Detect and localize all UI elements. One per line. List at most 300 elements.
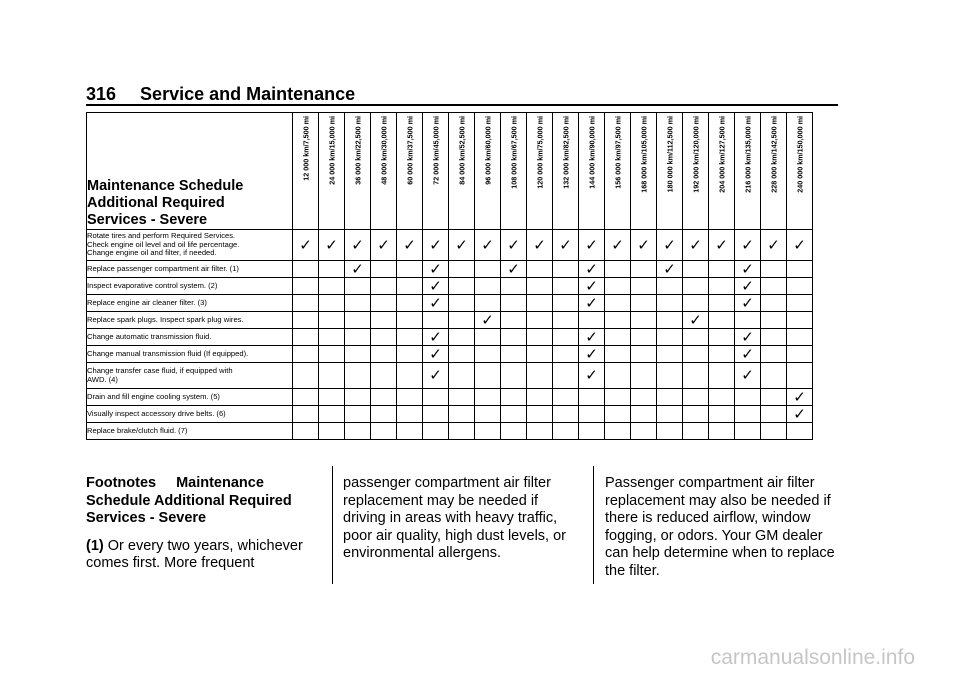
- interval-header: [319, 113, 345, 230]
- interval-cell: [475, 261, 501, 278]
- interval-cell: [345, 278, 371, 295]
- check-icon: ✓: [793, 236, 806, 254]
- interval-cell: [319, 406, 345, 423]
- footnotes-column-3: [605, 475, 840, 590]
- interval-cell: [787, 230, 813, 261]
- service-line: Replace engine air cleaner filter. (3): [87, 297, 207, 307]
- service-line: Visually inspect accessory drive belts. (6): [87, 408, 226, 418]
- interval-cell: [553, 295, 579, 312]
- interval-cell: [423, 261, 449, 278]
- check-icon: ✓: [351, 236, 364, 254]
- interval-cell: [683, 278, 709, 295]
- section-title: Service and Maintenance: [140, 84, 356, 104]
- interval-cell: [397, 389, 423, 406]
- column-divider: [593, 466, 594, 584]
- interval-cell: [605, 329, 631, 346]
- interval-cell: [293, 261, 319, 278]
- interval-cell: [657, 329, 683, 346]
- check-icon: ✓: [767, 236, 780, 254]
- interval-cell: [345, 230, 371, 261]
- table-row: [87, 295, 813, 312]
- check-icon: ✓: [429, 294, 442, 312]
- interval-cell: [657, 423, 683, 440]
- interval-cell: [605, 295, 631, 312]
- interval-cell: [475, 278, 501, 295]
- service-line: Change transfer case fluid, if equipped with: [87, 365, 233, 375]
- service-line: Change automatic transmission fluid.: [87, 331, 212, 341]
- schedule-title-line: Services - Severe: [87, 212, 208, 228]
- interval-label: 192 000 km/120,000 mi: [691, 116, 700, 193]
- interval-cell: [579, 295, 605, 312]
- check-icon: ✓: [351, 260, 364, 278]
- interval-cell: [657, 406, 683, 423]
- check-icon: ✓: [793, 405, 806, 423]
- interval-cell: [579, 278, 605, 295]
- check-icon: ✓: [689, 236, 702, 254]
- table-row: [87, 346, 813, 363]
- interval-cell: [501, 389, 527, 406]
- check-icon: ✓: [559, 236, 572, 254]
- footnote-continuation: passenger compartment air filter replacement may be needed if driving in areas with heavy traffic, poor air quality, high dust levels, or environmental allergens.: [343, 475, 566, 561]
- interval-cell: [761, 230, 787, 261]
- column-divider: [332, 466, 333, 584]
- interval-cell: [319, 346, 345, 363]
- interval-cell: [397, 423, 423, 440]
- interval-cell: [787, 295, 813, 312]
- interval-cell: [709, 295, 735, 312]
- service-description: [87, 423, 293, 440]
- schedule-title-line: Maintenance Schedule: [87, 178, 244, 194]
- check-icon: ✓: [429, 328, 442, 346]
- interval-cell: [397, 329, 423, 346]
- interval-cell: [345, 406, 371, 423]
- table-row: [87, 363, 813, 389]
- service-line: Inspect evaporative control system. (2): [87, 280, 218, 290]
- interval-cell: [709, 312, 735, 329]
- interval-cell: [631, 329, 657, 346]
- interval-cell: [501, 423, 527, 440]
- service-description: [87, 329, 293, 346]
- interval-cell: [631, 363, 657, 389]
- check-icon: ✓: [429, 260, 442, 278]
- interval-cell: [579, 312, 605, 329]
- interval-cell: [709, 261, 735, 278]
- check-icon: ✓: [325, 236, 338, 254]
- check-icon: ✓: [793, 388, 806, 406]
- interval-cell: [423, 346, 449, 363]
- footnotes-title-part: Footnotes: [86, 475, 157, 491]
- interval-cell: [709, 406, 735, 423]
- interval-cell: [527, 261, 553, 278]
- interval-cell: [501, 406, 527, 423]
- interval-header: [735, 113, 761, 230]
- interval-cell: [527, 230, 553, 261]
- interval-header: [579, 113, 605, 230]
- interval-cell: [553, 261, 579, 278]
- interval-cell: [501, 278, 527, 295]
- check-icon: ✓: [741, 260, 754, 278]
- interval-cell: [605, 389, 631, 406]
- interval-cell: [761, 389, 787, 406]
- interval-label: 72 000 km/45,000 mi: [431, 116, 440, 185]
- interval-header: [397, 113, 423, 230]
- check-icon: ✓: [429, 236, 442, 254]
- interval-cell: [293, 329, 319, 346]
- check-icon: ✓: [611, 236, 624, 254]
- interval-cell: [605, 230, 631, 261]
- footnotes-title-part: Services - Severe: [86, 510, 207, 526]
- interval-cell: [423, 312, 449, 329]
- interval-cell: [475, 230, 501, 261]
- service-line: Check engine oil level and oil life percentage.: [87, 239, 240, 249]
- footnote-1: [86, 538, 321, 573]
- interval-cell: [449, 406, 475, 423]
- watermark: carmanualsonline.info: [710, 646, 915, 669]
- interval-cell: [527, 363, 553, 389]
- interval-cell: [735, 363, 761, 389]
- interval-cell: [553, 363, 579, 389]
- interval-label: 156 000 km/97,500 mi: [613, 116, 622, 189]
- check-icon: ✓: [429, 277, 442, 295]
- interval-cell: [475, 312, 501, 329]
- service-line: Change manual transmission fluid (If equipped).: [87, 348, 249, 358]
- interval-cell: [657, 278, 683, 295]
- interval-cell: [631, 278, 657, 295]
- interval-cell: [631, 312, 657, 329]
- interval-cell: [293, 346, 319, 363]
- interval-cell: [449, 312, 475, 329]
- interval-cell: [683, 423, 709, 440]
- interval-header: [501, 113, 527, 230]
- interval-cell: [345, 295, 371, 312]
- interval-cell: [631, 406, 657, 423]
- interval-cell: [683, 389, 709, 406]
- interval-cell: [475, 329, 501, 346]
- maintenance-schedule-table: [86, 112, 813, 440]
- check-icon: ✓: [481, 311, 494, 329]
- interval-cell: [423, 389, 449, 406]
- interval-cell: [605, 312, 631, 329]
- interval-cell: [631, 346, 657, 363]
- interval-cell: [683, 230, 709, 261]
- interval-cell: [735, 389, 761, 406]
- interval-cell: [579, 363, 605, 389]
- interval-cell: [709, 230, 735, 261]
- interval-header: [371, 113, 397, 230]
- interval-cell: [397, 363, 423, 389]
- interval-cell: [683, 363, 709, 389]
- service-line: AWD. (4): [87, 374, 118, 384]
- interval-label: 216 000 km/135,000 mi: [743, 116, 752, 193]
- interval-cell: [449, 295, 475, 312]
- interval-cell: [683, 329, 709, 346]
- interval-cell: [787, 423, 813, 440]
- interval-cell: [579, 406, 605, 423]
- interval-cell: [319, 312, 345, 329]
- service-description: [87, 346, 293, 363]
- interval-cell: [527, 389, 553, 406]
- page-number: 316: [86, 84, 117, 104]
- footnotes-column-1: [86, 475, 321, 583]
- check-icon: ✓: [377, 236, 390, 254]
- interval-cell: [371, 423, 397, 440]
- interval-cell: [527, 312, 553, 329]
- interval-cell: [449, 329, 475, 346]
- interval-header: [709, 113, 735, 230]
- interval-header: [787, 113, 813, 230]
- interval-cell: [371, 312, 397, 329]
- interval-label: 108 000 km/67,500 mi: [509, 116, 518, 189]
- service-description: [87, 406, 293, 423]
- interval-cell: [319, 295, 345, 312]
- interval-header: [293, 113, 319, 230]
- interval-cell: [657, 363, 683, 389]
- interval-cell: [527, 295, 553, 312]
- interval-cell: [345, 346, 371, 363]
- interval-cell: [553, 406, 579, 423]
- interval-cell: [709, 329, 735, 346]
- interval-cell: [371, 295, 397, 312]
- interval-cell: [735, 423, 761, 440]
- interval-cell: [553, 423, 579, 440]
- interval-label: 180 000 km/112,500 mi: [665, 116, 674, 193]
- check-icon: ✓: [429, 367, 442, 384]
- interval-cell: [683, 261, 709, 278]
- interval-cell: [397, 230, 423, 261]
- interval-cell: [449, 346, 475, 363]
- interval-cell: [657, 295, 683, 312]
- check-icon: ✓: [689, 311, 702, 329]
- interval-header: [683, 113, 709, 230]
- check-icon: ✓: [403, 236, 416, 254]
- check-icon: ✓: [585, 367, 598, 384]
- check-icon: ✓: [299, 236, 312, 254]
- interval-cell: [527, 346, 553, 363]
- check-icon: ✓: [663, 260, 676, 278]
- interval-cell: [397, 278, 423, 295]
- interval-cell: [657, 346, 683, 363]
- check-icon: ✓: [507, 236, 520, 254]
- interval-cell: [319, 230, 345, 261]
- interval-cell: [605, 261, 631, 278]
- interval-cell: [345, 363, 371, 389]
- interval-label: 48 000 km/30,000 mi: [379, 116, 388, 185]
- interval-cell: [423, 423, 449, 440]
- table-row: [87, 406, 813, 423]
- interval-cell: [709, 346, 735, 363]
- interval-cell: [631, 261, 657, 278]
- interval-cell: [787, 312, 813, 329]
- interval-cell: [371, 406, 397, 423]
- interval-cell: [683, 346, 709, 363]
- interval-cell: [787, 346, 813, 363]
- interval-cell: [397, 295, 423, 312]
- service-description: [87, 295, 293, 312]
- interval-cell: [683, 406, 709, 423]
- interval-cell: [449, 261, 475, 278]
- schedule-title-line: Additional Required: [87, 195, 225, 211]
- table-row: [87, 329, 813, 346]
- interval-cell: [423, 329, 449, 346]
- check-icon: ✓: [715, 236, 728, 254]
- interval-label: 144 000 km/90,000 mi: [587, 116, 596, 189]
- interval-cell: [423, 230, 449, 261]
- interval-cell: [579, 389, 605, 406]
- interval-cell: [501, 363, 527, 389]
- interval-cell: [761, 295, 787, 312]
- check-icon: ✓: [455, 236, 468, 254]
- interval-cell: [293, 278, 319, 295]
- interval-cell: [761, 312, 787, 329]
- interval-cell: [631, 423, 657, 440]
- service-line: Rotate tires and perform Required Services.: [87, 231, 236, 241]
- check-icon: ✓: [741, 294, 754, 312]
- check-icon: ✓: [585, 328, 598, 346]
- check-icon: ✓: [741, 277, 754, 295]
- check-icon: ✓: [533, 236, 546, 254]
- interval-cell: [345, 261, 371, 278]
- interval-header: [475, 113, 501, 230]
- table-row: [87, 423, 813, 440]
- interval-label: 228 000 km/142,500 mi: [769, 116, 778, 193]
- interval-cell: [293, 295, 319, 312]
- service-description: [87, 363, 293, 389]
- interval-cell: [709, 363, 735, 389]
- interval-cell: [735, 346, 761, 363]
- interval-cell: [631, 295, 657, 312]
- interval-cell: [397, 406, 423, 423]
- interval-cell: [787, 278, 813, 295]
- interval-cell: [553, 389, 579, 406]
- check-icon: ✓: [481, 236, 494, 254]
- interval-cell: [761, 346, 787, 363]
- interval-cell: [579, 329, 605, 346]
- interval-label: 84 000 km/52,500 mi: [457, 116, 466, 185]
- interval-cell: [735, 329, 761, 346]
- interval-cell: [319, 329, 345, 346]
- interval-cell: [345, 389, 371, 406]
- interval-cell: [449, 363, 475, 389]
- interval-label: 60 000 km/37,500 mi: [405, 116, 414, 185]
- interval-cell: [293, 363, 319, 389]
- interval-cell: [605, 406, 631, 423]
- interval-cell: [371, 278, 397, 295]
- interval-cell: [787, 406, 813, 423]
- interval-cell: [735, 312, 761, 329]
- footnotes-title-part: Maintenance: [176, 475, 264, 491]
- interval-cell: [761, 278, 787, 295]
- interval-cell: [475, 423, 501, 440]
- interval-cell: [475, 346, 501, 363]
- service-description: [87, 261, 293, 278]
- interval-cell: [631, 389, 657, 406]
- interval-cell: [683, 295, 709, 312]
- table-row: [87, 278, 813, 295]
- check-icon: ✓: [429, 345, 442, 363]
- interval-cell: [787, 261, 813, 278]
- interval-cell: [605, 423, 631, 440]
- interval-cell: [579, 423, 605, 440]
- service-description: [87, 389, 293, 406]
- interval-cell: [371, 329, 397, 346]
- interval-cell: [553, 329, 579, 346]
- footnotes-column-2: [343, 475, 578, 573]
- interval-cell: [579, 230, 605, 261]
- footnotes-title-part: Schedule Additional Required: [86, 492, 292, 509]
- interval-cell: [553, 312, 579, 329]
- interval-cell: [293, 312, 319, 329]
- interval-label: 24 000 km/15,000 mi: [327, 116, 336, 185]
- service-description: [87, 230, 293, 261]
- interval-header: [423, 113, 449, 230]
- interval-cell: [501, 329, 527, 346]
- interval-cell: [657, 230, 683, 261]
- check-icon: ✓: [741, 236, 754, 254]
- interval-header: [605, 113, 631, 230]
- interval-cell: [553, 230, 579, 261]
- interval-cell: [475, 363, 501, 389]
- interval-header-row: [87, 113, 813, 230]
- interval-cell: [657, 261, 683, 278]
- interval-header: [657, 113, 683, 230]
- interval-header: [449, 113, 475, 230]
- interval-cell: [735, 406, 761, 423]
- service-line: Replace brake/clutch fluid. (7): [87, 425, 188, 435]
- interval-cell: [735, 295, 761, 312]
- footnote-text: Or every two years, whichever comes first. More frequent: [86, 537, 303, 571]
- table-row: [87, 389, 813, 406]
- header-rule: [86, 104, 838, 106]
- interval-cell: [397, 312, 423, 329]
- interval-cell: [475, 406, 501, 423]
- check-icon: ✓: [663, 236, 676, 254]
- interval-cell: [449, 230, 475, 261]
- interval-cell: [293, 406, 319, 423]
- interval-cell: [605, 346, 631, 363]
- interval-cell: [397, 261, 423, 278]
- table-row: [87, 261, 813, 278]
- interval-cell: [345, 329, 371, 346]
- interval-label: 204 000 km/127,500 mi: [717, 116, 726, 193]
- interval-cell: [709, 423, 735, 440]
- check-icon: ✓: [741, 345, 754, 363]
- interval-label: 120 000 km/75,000 mi: [535, 116, 544, 189]
- check-icon: ✓: [585, 277, 598, 295]
- footnotes-title: [86, 475, 321, 528]
- interval-cell: [293, 230, 319, 261]
- interval-header: [631, 113, 657, 230]
- interval-cell: [319, 278, 345, 295]
- interval-header: [345, 113, 371, 230]
- interval-cell: [319, 389, 345, 406]
- interval-cell: [579, 346, 605, 363]
- check-icon: ✓: [741, 328, 754, 346]
- interval-header: [761, 113, 787, 230]
- interval-cell: [371, 389, 397, 406]
- service-line: Replace spark plugs. Inspect spark plug wires.: [87, 314, 244, 324]
- interval-cell: [709, 389, 735, 406]
- interval-cell: [501, 295, 527, 312]
- service-description: [87, 278, 293, 295]
- check-icon: ✓: [507, 260, 520, 278]
- interval-cell: [345, 423, 371, 440]
- interval-cell: [787, 363, 813, 389]
- interval-cell: [527, 406, 553, 423]
- interval-cell: [787, 329, 813, 346]
- interval-label: 132 000 km/82,500 mi: [561, 116, 570, 189]
- interval-cell: [293, 389, 319, 406]
- interval-cell: [709, 278, 735, 295]
